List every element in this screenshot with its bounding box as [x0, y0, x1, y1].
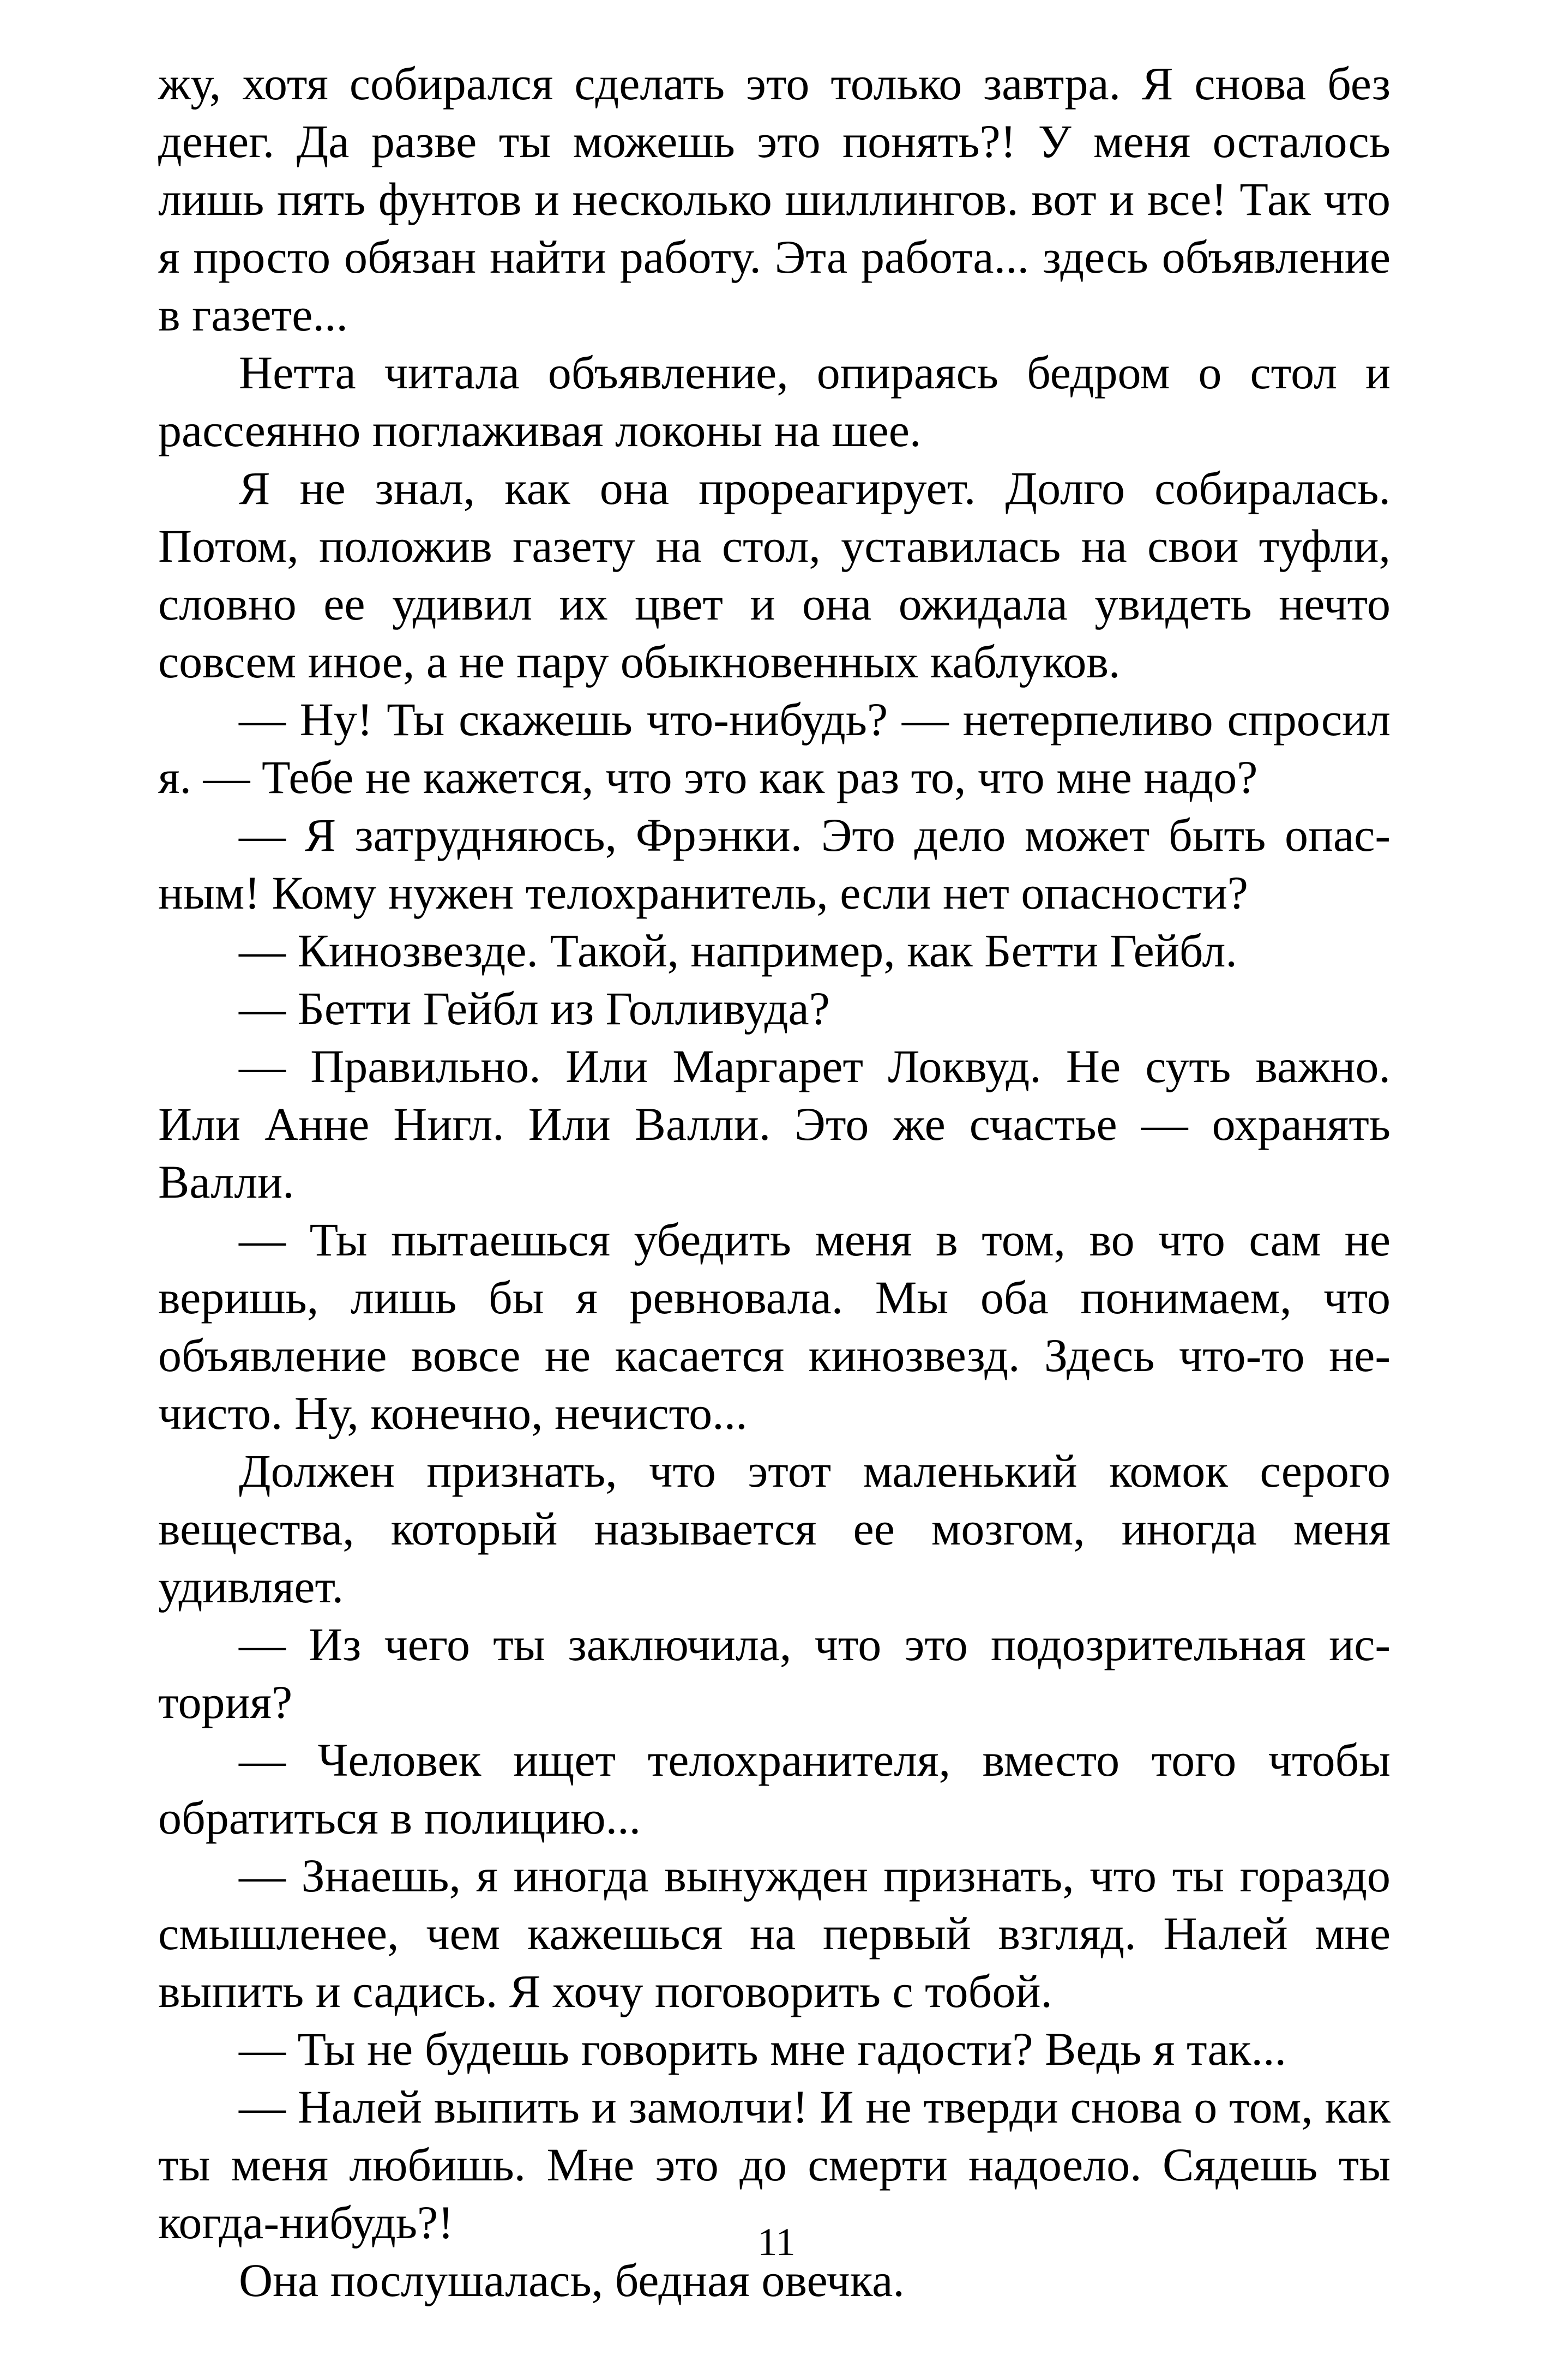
book-page-text: [158, 55, 1391, 2309]
paragraph: Должен признать, что этот маленький комок серого вещества, который называется ее мозгом, иногда меня удивляет.: [158, 1445, 1391, 1613]
paragraph: Она послушалась, бедная овечка.: [239, 2254, 905, 2306]
paragraph: Я не знал, как она прореагирует. Долго собиралась. Потом, положив газету на стол, уставилась на свои туфли, словно ее удивил их цвет и она ожидала увидеть нечто совсем иное, а не пару обыкновенных каблуков.: [158, 462, 1391, 688]
dialogue-line: — Знаешь, я иногда вынужден признать, что ты гораздо смышленее, чем кажешься на первый взгляд. Налей мне выпить и садись. Я хочу поговорить с тобой.: [158, 1849, 1391, 2017]
dialogue-line: — Ну! Ты скажешь что-нибудь? — нетерпеливо спросил я. — Тебе не кажется, что это как раз то, что мне надо?: [158, 693, 1391, 803]
paragraph-continued: жу, хотя собирался сделать это только завтра. Я снова без денег. Да разве ты можешь это понять?! У меня осталось лишь пять фунтов и несколько шиллингов. вот и все! Так что я просто обязан найти работу. Эта работа... здесь объявление в газете...: [158, 57, 1391, 341]
dialogue-line: — Налей выпить и замолчи! И не тверди снова о том, как ты меня любишь. Мне это до смерти надоело. Сядешь ты когда-нибудь?!: [158, 2081, 1391, 2249]
page-number: 11: [757, 2220, 796, 2264]
dialogue-line: — Человек ищет телохранителя, вместо того чтобы обратиться в полицию...: [158, 1734, 1391, 1844]
dialogue-line: — Я затрудняюсь, Фрэнки. Это дело может быть опасным! Кому нужен телохранитель, если нет опасности?: [158, 809, 1391, 919]
dialogue-line: — Ты пытаешься убедить меня в том, во что сам не веришь, лишь бы я ревновала. Мы оба понимаем, что объявление вовсе не касается кинозвезд. Здесь что-то нечисто. Ну, конечно, нечисто...: [158, 1213, 1391, 1439]
dialogue-line: — Бетти Гейбл из Голливуда?: [239, 982, 830, 1035]
dialogue-line: — Ты не будешь говорить мне гадости? Ведь я так...: [239, 2023, 1287, 2075]
dialogue-line: — Правильно. Или Маргарет Локвуд. Не суть важно. Или Анне Нигл. Или Валли. Это же счастье — охранять Валли.: [158, 1040, 1391, 1208]
dialogue-line: — Кинозвезде. Такой, например, как Бетти Гейбл.: [239, 924, 1237, 977]
paragraph: Нетта читала объявление, опираясь бедром о стол и рассеянно поглаживая локоны на шее.: [158, 346, 1391, 456]
dialogue-line: — Из чего ты заключила, что это подозрительная история?: [158, 1618, 1391, 1728]
